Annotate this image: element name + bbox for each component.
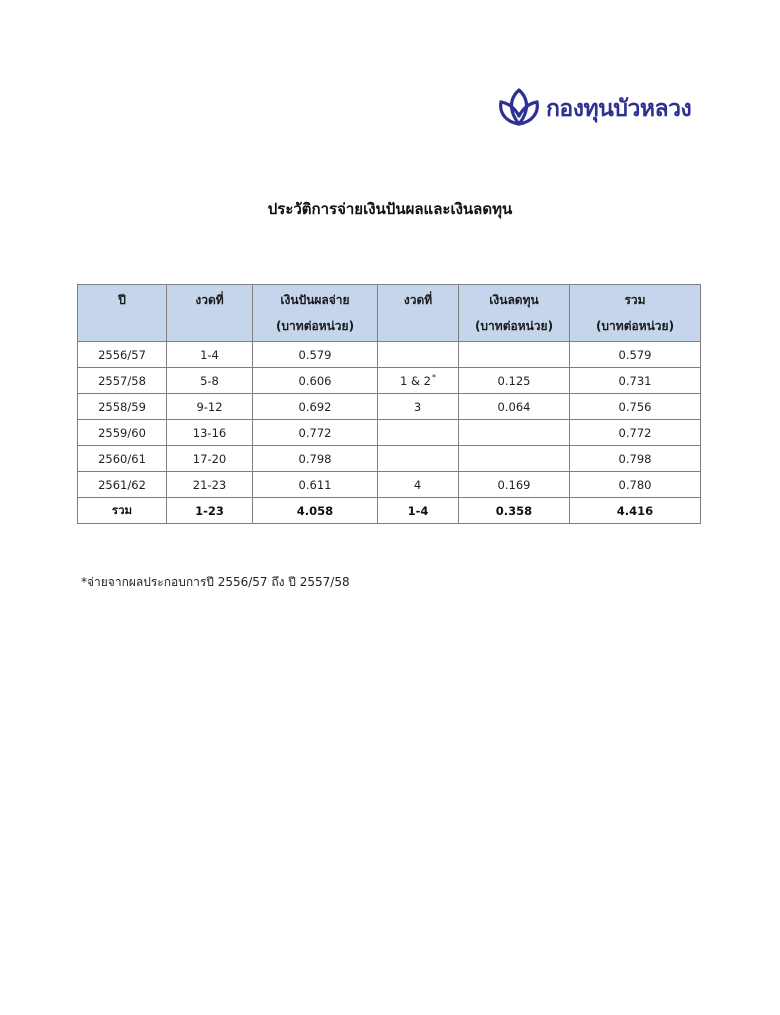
cell-dividend: 0.606	[253, 368, 378, 394]
cell-capital-period	[378, 420, 459, 446]
total-capital: 0.358	[459, 498, 570, 524]
table-row	[78, 446, 701, 472]
cell-dividend-period: 1-4	[167, 342, 253, 368]
footnote: *จ่ายจากผลประกอบการปี 2556/57 ถึง ปี 2557/58	[81, 575, 350, 589]
header-year: ปี	[78, 285, 167, 342]
cell-total: 0.731	[570, 368, 701, 394]
cell-capital-period: 3	[378, 394, 459, 420]
total-label: รวม	[78, 498, 167, 524]
cell-capital	[459, 446, 570, 472]
cell-capital-period: 1 & 2*	[378, 368, 459, 394]
cell-total: 0.579	[570, 342, 701, 368]
cell-total: 0.798	[570, 446, 701, 472]
cell-dividend: 0.611	[253, 472, 378, 498]
brand-logo	[496, 84, 691, 134]
cell-capital	[459, 342, 570, 368]
cell-dividend-period: 9-12	[167, 394, 253, 420]
cell-capital-period	[378, 446, 459, 472]
cell-dividend: 0.798	[253, 446, 378, 472]
footnote-marker: *	[431, 373, 436, 383]
cell-capital: 0.169	[459, 472, 570, 498]
cell-total: 0.772	[570, 420, 701, 446]
table-row	[78, 420, 701, 446]
total-dividend-period: 1-23	[167, 498, 253, 524]
document-title: ประวัติการจ่ายเงินปันผลและเงินลดทุน	[267, 200, 513, 218]
total-capital-period: 1-4	[378, 498, 459, 524]
cell-dividend-period: 5-8	[167, 368, 253, 394]
cell-capital-period	[378, 342, 459, 368]
cell-dividend-period: 13-16	[167, 420, 253, 446]
header-capital-reduction: เงินลดทุน (บาทต่อหน่วย)	[459, 285, 570, 342]
cell-capital-period: 4	[378, 472, 459, 498]
cell-year: 2560/61	[78, 446, 167, 472]
table-row	[78, 368, 701, 394]
lotus-icon	[496, 86, 542, 132]
table-row	[78, 472, 701, 498]
table-row	[78, 394, 701, 420]
cell-dividend-period: 21-23	[167, 472, 253, 498]
cell-capital: 0.125	[459, 368, 570, 394]
cell-capital	[459, 420, 570, 446]
cell-capital: 0.064	[459, 394, 570, 420]
total-dividend: 4.058	[253, 498, 378, 524]
header-capital-period: งวดที่	[378, 285, 459, 342]
table-total-row	[78, 498, 701, 524]
cell-dividend: 0.772	[253, 420, 378, 446]
cell-year: 2558/59	[78, 394, 167, 420]
cell-year: 2561/62	[78, 472, 167, 498]
total-sum: 4.416	[570, 498, 701, 524]
table-header-row	[78, 285, 701, 342]
header-dividend-period: งวดที่	[167, 285, 253, 342]
cell-year: 2559/60	[78, 420, 167, 446]
header-total: รวม (บาทต่อหน่วย)	[570, 285, 701, 342]
cell-total: 0.780	[570, 472, 701, 498]
logo-text: กองทุนบัวหลวง	[546, 96, 692, 122]
cell-total: 0.756	[570, 394, 701, 420]
cell-dividend: 0.579	[253, 342, 378, 368]
cell-dividend-period: 17-20	[167, 446, 253, 472]
cell-year: 2556/57	[78, 342, 167, 368]
cell-year: 2557/58	[78, 368, 167, 394]
cell-dividend: 0.692	[253, 394, 378, 420]
header-dividend: เงินปันผลจ่าย (บาทต่อหน่วย)	[253, 285, 378, 342]
dividend-history-table	[77, 284, 701, 524]
table-row	[78, 342, 701, 368]
